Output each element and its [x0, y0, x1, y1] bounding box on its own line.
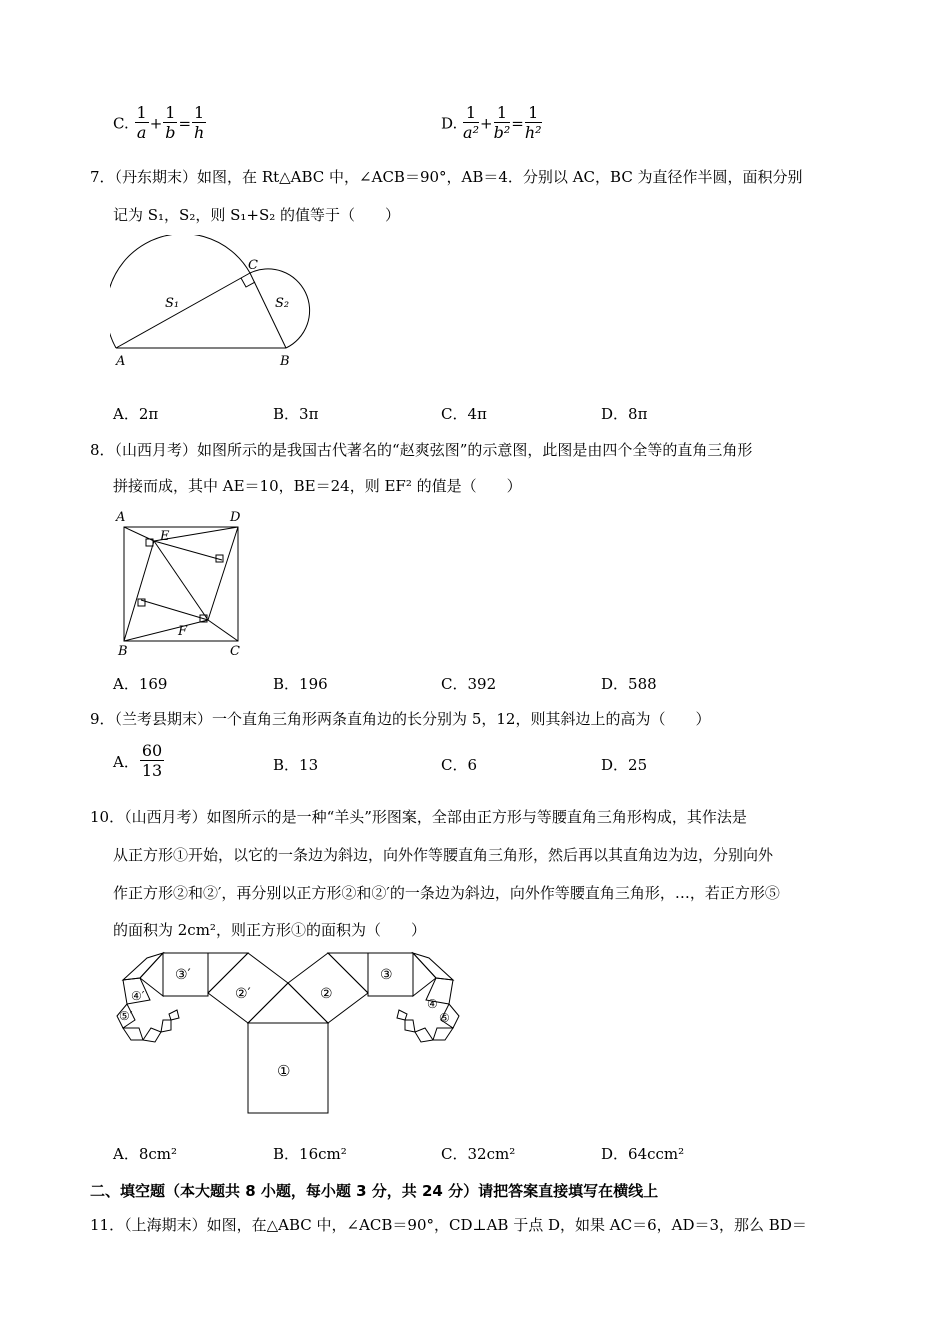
- q7-stem-line1: 7．（丹东期末）如图，在 Rt△ABC 中，∠ACB＝90°，AB＝4．分别以 AC，BC 为直径作半圆，面积分别: [90, 168, 803, 186]
- q10-stem-line3: 作正方形②和②′，再分别以正方形②和②′的一条边为斜边，向外作等腰直角三角形，…，若正方形⑤: [113, 884, 780, 902]
- q10-label-square3: ③: [380, 967, 393, 983]
- q10-label-square2: ②: [320, 986, 333, 1002]
- q10-stem-line4: 的面积为 2cm²，则正方形①的面积为（ ）: [113, 921, 426, 939]
- q9-option-c[interactable]: C．6: [441, 756, 478, 774]
- section-heading: 二、填空题（本大题共 8 小题，每小题 3 分，共 24 分）请把答案直接填写在横线上: [90, 1182, 659, 1200]
- q10-figure: [105, 948, 475, 1118]
- fraction: $\frac{1}{\text{h²}}$: [524, 103, 542, 142]
- q10-stem-line2: 从正方形①开始，以它的一条边为斜边，向外作等腰直角三角形，然后再以其直角边为边，分别向外: [113, 846, 774, 864]
- q10-option-b[interactable]: B．16cm²: [273, 1145, 347, 1163]
- q7-label-c: C: [248, 258, 258, 273]
- q10-label-square5: ⑤: [439, 1011, 450, 1025]
- q8-label-f: F: [178, 624, 188, 639]
- q8-label-d: D: [230, 510, 241, 525]
- q10-option-a[interactable]: A．8cm²: [113, 1145, 178, 1163]
- fraction: $\frac{1}{h}$: [193, 103, 205, 142]
- q7-option-d[interactable]: D．8π: [601, 405, 648, 423]
- q8-label-c: C: [230, 644, 240, 657]
- q8-label-e: E: [160, 529, 170, 544]
- q8-stem-line2: 拼接而成，其中 AE＝10，BE＝24，则 EF² 的值是（ ）: [113, 477, 522, 495]
- fraction: $\frac{1}{a}$: [136, 103, 147, 142]
- q10-label-square4p: ④′: [131, 989, 145, 1003]
- q9-option-b[interactable]: B．13: [273, 756, 319, 774]
- q6-option-c-label: C.: [113, 114, 129, 133]
- q10-label-square2p: ②′: [235, 986, 251, 1002]
- q10-label-square5p: ⑤′: [119, 1009, 133, 1023]
- q8-figure: [112, 505, 252, 657]
- q7-figure: [110, 235, 320, 370]
- q8-option-a[interactable]: A．169: [113, 675, 168, 693]
- q7-option-b[interactable]: B．3π: [273, 405, 319, 423]
- q7-label-s2: S₂: [275, 296, 290, 311]
- q9-stem: 9．（兰考县期末）一个直角三角形两条直角边的长分别为 5，12，则其斜边上的高为（ ）: [90, 710, 711, 728]
- q8-label-a: A: [116, 510, 126, 525]
- q7-option-a[interactable]: A．2π: [113, 405, 159, 423]
- q6-option-d[interactable]: D. $\frac{1}{\text{a²}}$ + $\frac{1}{\text{b²}}$ = $\frac{1}{\text{h²}}$: [441, 103, 542, 142]
- q7-option-c[interactable]: C．4π: [441, 405, 487, 423]
- q6-option-c[interactable]: C. $\frac{1}{a}$ + $\frac{1}{b}$ = $\frac{1}{h}$: [113, 103, 205, 142]
- fraction: $\frac{1}{\text{a²}}$: [463, 103, 479, 142]
- q9-option-d[interactable]: D．25: [601, 756, 648, 774]
- q8-stem-line1: 8．（山西月考）如图所示的是我国古代著名的“赵爽弦图”的示意图，此图是由四个全等的直角三角形: [90, 441, 753, 459]
- fraction: $\frac{60}{13}$: [141, 741, 163, 780]
- q8-option-d[interactable]: D．588: [601, 675, 657, 693]
- q10-option-d[interactable]: D．64ccm²: [601, 1145, 685, 1163]
- q11-stem: 11．（上海期末）如图，在△ABC 中，∠ACB＝90°，CD⊥AB 于点 D，如果 AC＝6，AD＝3，那么 BD＝: [90, 1216, 807, 1234]
- q10-option-c[interactable]: C．32cm²: [441, 1145, 516, 1163]
- q6-option-d-label: D.: [441, 114, 458, 133]
- q8-option-c[interactable]: C．392: [441, 675, 497, 693]
- fraction: $\frac{1}{\text{b²}}$: [493, 103, 511, 142]
- q10-label-square3p: ③′: [175, 967, 191, 983]
- q7-label-s1: S₁: [165, 296, 180, 311]
- q9-option-a[interactable]: A． $\frac{60}{13}$: [113, 741, 163, 780]
- q10-label-square4: ④: [427, 997, 438, 1011]
- q7-label-b: B: [280, 354, 290, 369]
- q7-stem-line2: 记为 S₁，S₂，则 S₁+S₂ 的值等于（ ）: [113, 206, 401, 224]
- q8-label-b: B: [118, 644, 128, 657]
- q10-label-square1: ①: [277, 1062, 291, 1080]
- q10-stem-line1: 10．（山西月考）如图所示的是一种“羊头”形图案，全部由正方形与等腰直角三角形构成，其作法是: [90, 808, 747, 826]
- q8-option-b[interactable]: B．196: [273, 675, 328, 693]
- q7-label-a: A: [116, 354, 126, 369]
- fraction: $\frac{1}{b}$: [165, 103, 176, 142]
